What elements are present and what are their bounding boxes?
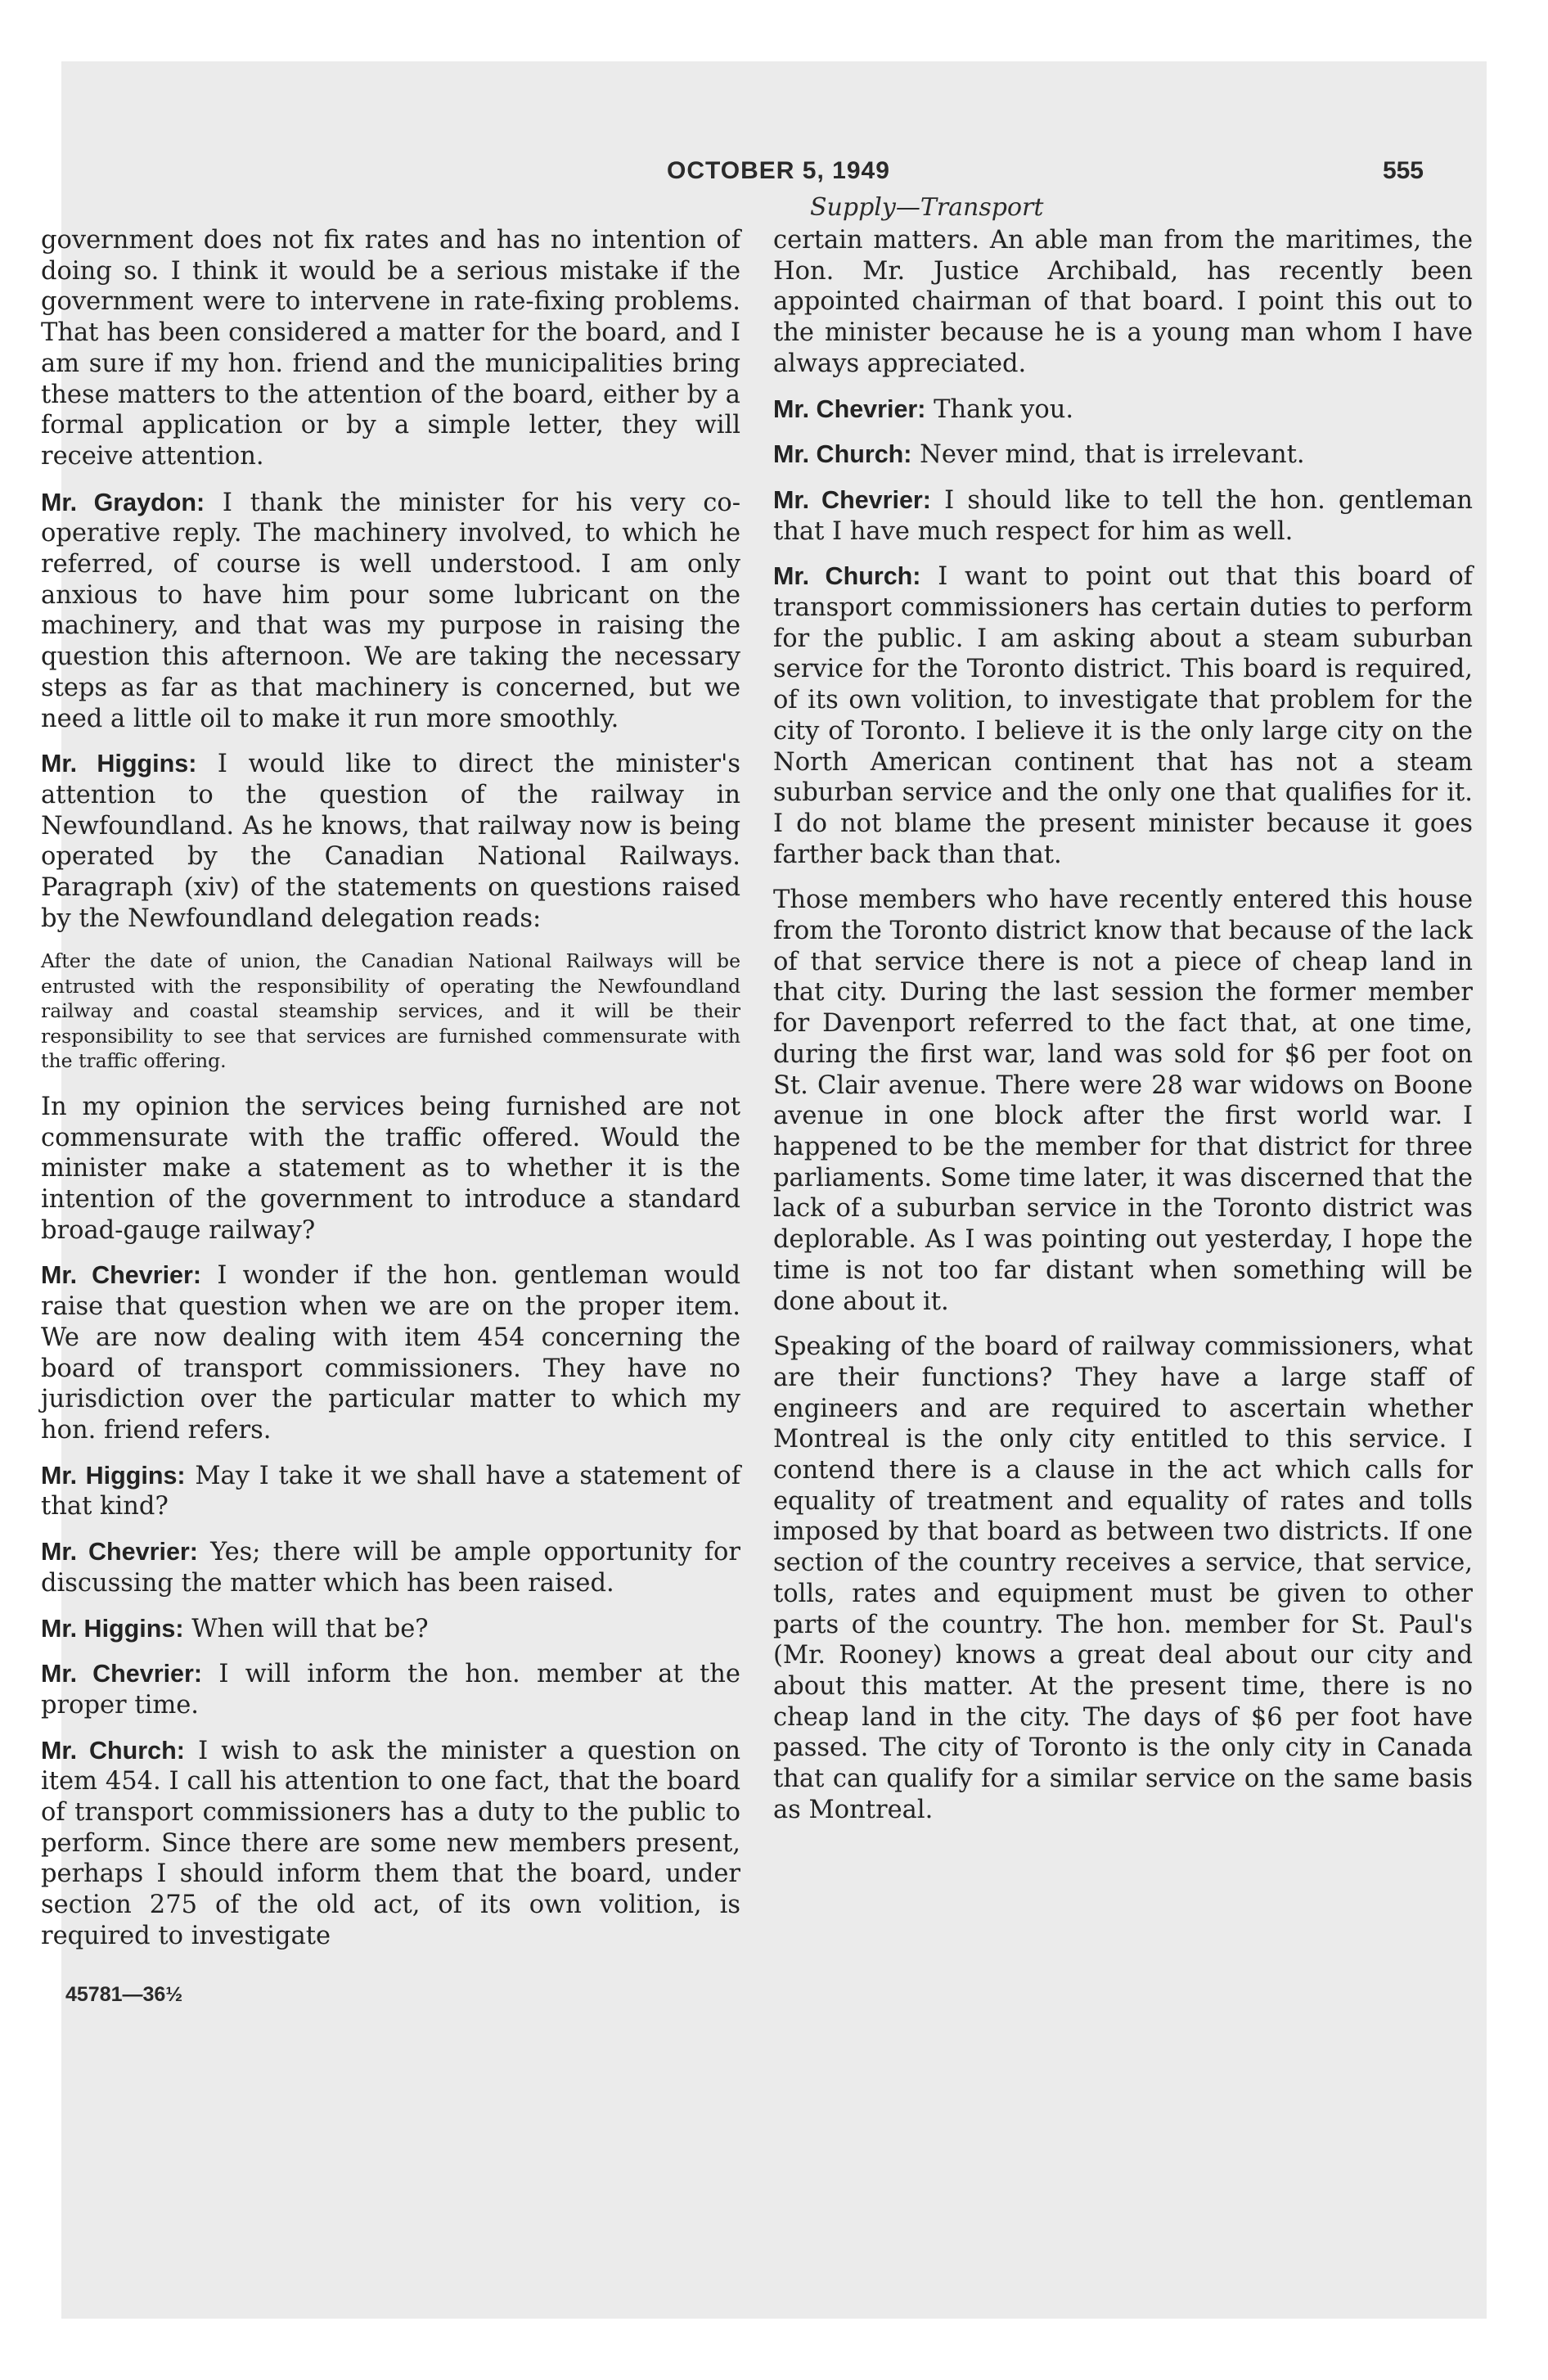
speech <box>41 488 740 735</box>
paragraph-text: certain matters. An able man from the maritimes, the Hon. Mr. Justice Archibald, has recently been appointed chairman of that board. I point this out to the minister because he is a young man whom I have always appreciated. <box>773 226 1473 378</box>
page-number: 555 <box>1382 157 1424 184</box>
speaker-name: Mr. Chevrier: <box>41 1660 203 1688</box>
speech <box>773 561 1473 870</box>
speaker-name: Mr. Higgins: <box>41 1461 186 1490</box>
speech <box>41 1260 740 1445</box>
speaker-name: Mr. Higgins: <box>41 1614 184 1643</box>
speech-text: Thank you. <box>934 394 1074 424</box>
speech-text: Never mind, that is irrelevant. <box>920 440 1305 470</box>
paragraph <box>41 225 740 472</box>
speech <box>773 485 1473 547</box>
speech <box>41 1537 740 1598</box>
left-column <box>41 225 740 2010</box>
speaker-name: Mr. Chevrier: <box>773 485 931 514</box>
speech <box>41 1659 740 1720</box>
paragraph-text: Speaking of the board of railway commissioners, what are their functions? They have a large staff of engineers and are required to ascertain whether Montreal is the only city entitled to this service. I contend there is a clause in the act which calls for equality of treatment and equality of rates and tolls imposed by that board as between two districts. If one section of the country receives a service, that service, tolls, rates and equipment must be given to other parts of the country. The hon. member for St. Paul's (Mr. Rooney) knows a great deal about our city and about this matter. At the present time, there is no cheap land in the city. The days of $6 per foot have passed. The city of Toronto is the only city in Canada that can qualify for a similar service on the same basis as Montreal. <box>773 1332 1473 1824</box>
speech <box>773 394 1473 426</box>
paragraph <box>773 1332 1473 1825</box>
page-footer-code: 45781—36½ <box>65 1982 183 2006</box>
speaker-name: Mr. Church: <box>773 440 912 469</box>
block-quote: After the date of union, the Canadian National Railways will be entrusted with the responsibility of operating the Newfoundland railway and coastal steamship services, and it will be their responsibility to see that services are furnished commensurate with the traffic offering. <box>41 949 740 1073</box>
speech <box>41 749 740 934</box>
speech-text: I wish to ask the minister a question on item 454. I call his attention to one fact, that the board of transport commissioners has a duty to the public to perform. Since there are some new members present, perhaps I should inform them that the board, under section 275 of the old act, of its own volition, is required to investigate <box>41 1736 741 1950</box>
speech-text: I thank the minister for his very co-operative reply. The machinery involved, to which he referred, of course is well understood. I am only anxious to have him pour some lubricant on the machinery, and that was my purpose in raising the question this afternoon. We are taking the necessary steps as far as that machinery is concerned, but we need a little oil to make it run more smoothly. <box>41 488 741 733</box>
speaker-name: Mr. Graydon: <box>41 488 205 516</box>
right-column <box>773 225 1473 1840</box>
speaker-name: Mr. Chevrier: <box>41 1261 202 1290</box>
speech-text: I would like to direct the minister's attention to the question of the railway in Newfoundland. As he knows, that railway now is being operated by the Canadian National Railways. Paragraph (xiv) of the statements on questions raised by the Newfoundland delegation reads: <box>41 750 740 933</box>
paragraph-text: Those members who have recently entered this house from the Toronto district know that because of the lack of that service there is not a piece of cheap land in that city. During the last session the former member for Davenport referred to the fact that, at one time, during the first war, land was sold for $6 per foot on St. Clair avenue. There were 28 war widows on Boone avenue in one block after the first world war. I happened to be the member for that district for three parliaments. Some time later, it was discerned that the lack of a suburban service in the Toronto district was deplorable. As I was pointing out yesterday, I hope the time is not too far distant when something will be done about it. <box>773 886 1473 1316</box>
speaker-name: Mr. Church: <box>773 562 921 591</box>
speech <box>41 1614 740 1645</box>
paragraph <box>773 225 1473 380</box>
speech-text: I should like to tell the hon. gentleman that I have much respect for him as well. <box>773 485 1473 546</box>
speech-text: I want to point out that this board of transport commissioners has certain duties to perform for the public. I am asking about a steam suburban service for the Toronto district. This board is required, of its own volition, to investigate that problem for the city of Toronto. I believe it is the only large city on the North American continent that has not a steam suburban service and the only one that qualifies for it. I do not blame the present minister because it goes farther back than that. <box>773 562 1473 869</box>
speech <box>773 439 1473 471</box>
paragraph-text: In my opinion the services being furnished are not commensurate with the traffic offered. Would the minister make a statement as to whether it is the intention of the government to introduce a standard broad-gauge railway? <box>41 1092 740 1245</box>
speech-text: I wonder if the hon. gentleman would raise that question when we are on the proper item. We are now dealing with item 454 concerning the board of transport commissioners. They have no jurisdiction over the particular matter to which my hon. friend refers. <box>41 1261 740 1445</box>
speech <box>41 1736 740 1952</box>
speech-text: Yes; there will be ample opportunity for discussing the matter which has been raised. <box>41 1538 740 1598</box>
speech <box>41 1461 740 1522</box>
speech-text: I will inform the hon. member at the proper time. <box>41 1660 740 1720</box>
page-date: OCTOBER 5, 1949 <box>667 157 890 184</box>
running-title: Supply—Transport <box>810 193 1044 222</box>
speaker-name: Mr. Chevrier: <box>41 1538 198 1566</box>
speaker-name: Mr. Chevrier: <box>773 394 926 423</box>
speech-text: When will that be? <box>191 1614 429 1643</box>
speech-text: May I take it we shall have a statement of that kind? <box>41 1461 741 1521</box>
paragraph-text: government does not fix rates and has no intention of doing so. I think it would be a serious mistake if the government were to intervene in rate-fixing problems. That has been considered a matter for the board, and I am sure if my hon. friend and the municipalities bring these matters to the attention of the board, either by a formal application or by a simple letter, they will receive attention. <box>41 226 740 471</box>
speaker-name: Mr. Higgins: <box>41 750 197 778</box>
paragraph <box>41 1092 740 1246</box>
speaker-name: Mr. Church: <box>41 1736 185 1765</box>
paragraph <box>773 885 1473 1317</box>
